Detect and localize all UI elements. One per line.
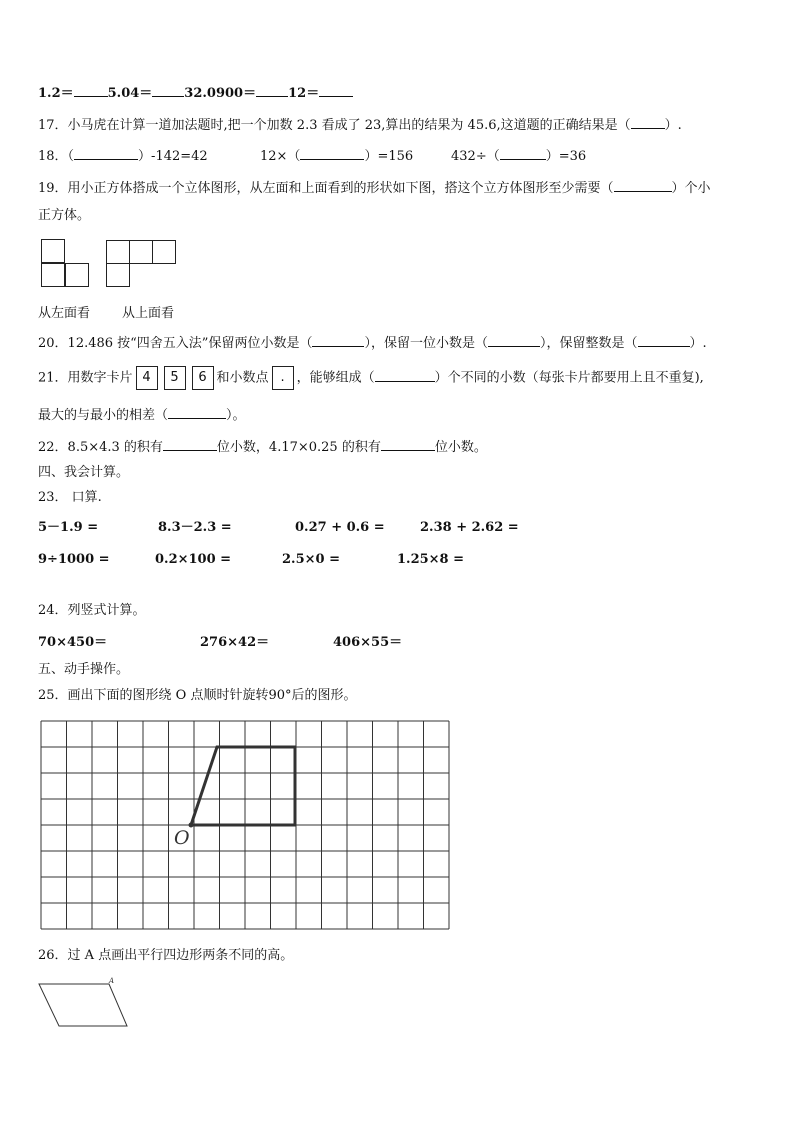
q20-text-a: 20．12.486 按“四舍五入法”保留两位小数是（ — [38, 336, 313, 351]
left-view-cell — [65, 263, 89, 287]
q17-answer-blank[interactable] — [631, 116, 665, 129]
question-21 — [38, 366, 704, 391]
q18-blank-2[interactable] — [300, 147, 364, 160]
point-o-label: O — [174, 827, 190, 849]
question-18-part3 — [451, 147, 586, 165]
question-18 — [38, 147, 208, 165]
q21-blank-2[interactable] — [168, 406, 226, 419]
answer-blank-c[interactable] — [256, 84, 288, 97]
question-19 — [38, 179, 711, 197]
question-26-title: 26．过 A 点画出平行四边形两条不同的高。 — [38, 948, 294, 963]
question-22 — [38, 438, 487, 456]
expr-b: 5.04＝ — [107, 86, 153, 101]
question-24-title: 24．列竖式计算。 — [38, 603, 146, 618]
fill-line-top — [38, 84, 353, 102]
q21-text-c: ，能够组成（ — [296, 370, 375, 386]
left-view-cell — [41, 239, 65, 263]
question-20 — [38, 334, 707, 352]
parallelogram-figure — [34, 975, 134, 1033]
question-18-part2 — [260, 147, 413, 165]
q20-blank-1[interactable] — [312, 334, 364, 347]
q17-text: 17．小马虎在计算一道加法题时,把一个加数 2.3 看成了 23,算出的结果为 45.6,这道题的正确结果是（ — [38, 118, 631, 133]
q17-close: ）. — [664, 118, 682, 133]
digit-card-5: 5 — [164, 366, 186, 390]
q21-blank-1[interactable] — [375, 369, 435, 382]
question-23-title: 23． 口算. — [38, 490, 102, 505]
calc-row-1-item: 2.38 + 2.62 = — [420, 520, 519, 535]
top-view-figure — [106, 240, 180, 290]
calc-row-2-item: 1.25×8 = — [397, 552, 465, 567]
question-19-line2: 正方体。 — [38, 208, 91, 223]
calc-row-1-item: 8.3－2.3 = — [158, 520, 232, 535]
q20-text-b: ），保留一位小数是（ — [364, 336, 488, 351]
calc-row-2-item: 0.2×100 = — [155, 552, 232, 567]
q18-part1: ）-142=42 — [138, 149, 208, 164]
vertical-calc-item: 276×42＝ — [200, 635, 270, 650]
question-17 — [38, 116, 682, 134]
q18-part2-close: ）=156 — [364, 149, 414, 164]
top-view-cell — [152, 240, 176, 264]
expr-a: 1.2＝ — [38, 86, 74, 101]
top-view-cell — [106, 240, 130, 264]
q21-line2-close: ）。 — [226, 408, 246, 423]
answer-blank-a[interactable] — [74, 84, 108, 97]
q18-part2-open: 12×（ — [260, 149, 301, 164]
q18-part3-open: 432÷（ — [451, 149, 500, 164]
q20-blank-3[interactable] — [638, 334, 690, 347]
q19-answer-blank[interactable] — [614, 179, 672, 192]
calc-row-1-item: 0.27 + 0.6 = — [295, 520, 385, 535]
digit-card-6: 6 — [192, 366, 214, 390]
section-5-heading: 五、动手操作。 — [38, 662, 130, 677]
q20-blank-2[interactable] — [488, 334, 540, 347]
q19-text-end: ）个小 — [671, 181, 711, 196]
q22-text-c: 位小数。 — [434, 440, 487, 455]
decimal-point-card: . — [272, 366, 294, 390]
q21-text-d: ）个不同的小数（每张卡片都要用上且不重复), — [434, 370, 704, 386]
q21-text-b: 和小数点 — [216, 370, 269, 386]
quadrilateral-shape — [191, 747, 295, 825]
left-view-cell — [41, 263, 65, 287]
calc-row-2-item: 9÷1000 = — [38, 552, 110, 567]
answer-blank-d[interactable] — [319, 84, 353, 97]
answer-blank-b[interactable] — [152, 84, 184, 97]
q22-text-b: 位小数，4.17×0.25 的积有 — [216, 440, 381, 455]
q19-text: 19．用小正方体搭成一个立体图形，从左面和上面看到的形状如下图，搭这个立方体图形至少需要（ — [38, 181, 614, 196]
q21-line2-text: 最大的与最小的相差（ — [38, 408, 169, 423]
q20-text-d: ）. — [689, 336, 707, 351]
q18-num: 18．（ — [38, 149, 75, 164]
q22-blank-1[interactable] — [163, 438, 217, 451]
caption-top-view: 从上面看 — [122, 306, 175, 321]
question-21-line2 — [38, 406, 246, 424]
q22-text-a: 22．8.5×4.3 的积有 — [38, 440, 163, 455]
expr-d: 12＝ — [288, 86, 320, 101]
parallelogram — [39, 984, 127, 1026]
vertical-calc-item: 70×450＝ — [38, 635, 108, 650]
section-4-heading: 四、我会计算。 — [38, 465, 130, 480]
top-view-cell — [106, 263, 130, 287]
rotation-grid[interactable] — [40, 720, 450, 930]
q21-text-a: 21．用数字卡片 — [38, 370, 133, 386]
q18-blank-1[interactable] — [74, 147, 138, 160]
point-a-label: A — [109, 977, 115, 985]
q20-text-c: ），保留整数是（ — [539, 336, 638, 351]
digit-card-4: 4 — [136, 366, 158, 390]
q22-blank-2[interactable] — [381, 438, 435, 451]
question-25-title: 25．画出下面的图形绕 O 点顺时针旋转90°后的图形。 — [38, 688, 357, 703]
q18-blank-3[interactable] — [500, 147, 546, 160]
q18-part3-close: ）=36 — [545, 149, 587, 164]
calc-row-1-item: 5－1.9 = — [38, 520, 99, 535]
calc-row-2-item: 2.5×0 = — [282, 552, 340, 567]
vertical-calc-item: 406×55＝ — [333, 635, 403, 650]
caption-left-view: 从左面看 — [38, 306, 91, 321]
expr-c: 32.0900＝ — [184, 86, 257, 101]
left-view-figure — [41, 239, 91, 289]
top-view-cell — [129, 240, 153, 264]
